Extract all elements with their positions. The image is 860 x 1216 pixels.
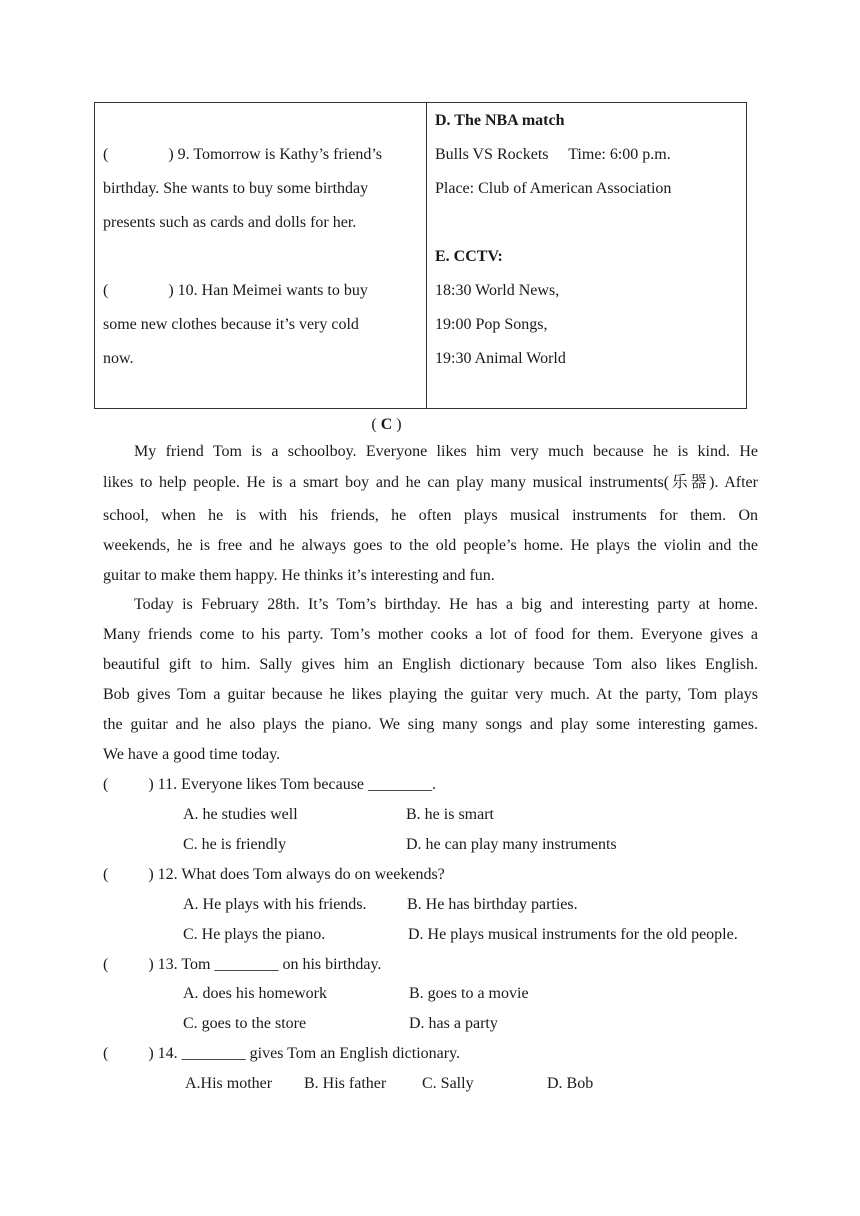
question-14-option-d[interactable]: D. Bob (547, 1075, 594, 1092)
passage-p2-line: Today is February 28th. It’s Tom’s birthday. He has a big and interesting party at home. (134, 596, 758, 613)
question-11-option-b[interactable]: B. he is smart (406, 806, 494, 823)
question-10-stem: ) 10. Han Meimei wants to buy (168, 282, 368, 299)
question-12-option-a[interactable]: A. He plays with his friends. (183, 896, 367, 913)
matching-table (94, 102, 747, 409)
question-13-option-b[interactable]: B. goes to a movie (409, 985, 529, 1002)
option-d-title: D. The NBA match (435, 112, 565, 129)
question-12 (103, 865, 445, 885)
option-d-line-1: Bulls VS Rockets Time: 6:00 p.m. (435, 146, 671, 163)
question-11-stem: ) 11. Everyone likes Tom because ________. (148, 776, 437, 793)
question-13-option-a[interactable]: A. does his homework (183, 985, 327, 1002)
answer-paren-open: ( (103, 956, 109, 973)
option-e-line-1: 18:30 World News, (435, 282, 560, 299)
question-11 (103, 775, 436, 795)
options-cell (427, 103, 747, 409)
passage-p1-line: guitar to make them happy. He thinks it’s interesting and fun. (103, 567, 495, 584)
answer-paren-open: ( (103, 1045, 109, 1062)
question-14-option-b[interactable]: B. His father (304, 1075, 387, 1092)
passage-p2-line: beautiful gift to him. Sally gives him an English dictionary because Tom also likes English. (103, 656, 758, 673)
question-11-option-a[interactable]: A. he studies well (183, 806, 298, 823)
passage-p1-line: likes to help people. He is a smart boy and he can play many musical instruments(乐器). After (103, 474, 758, 491)
question-12-stem: ) 12. What does Tom always do on weekends? (148, 866, 445, 883)
section-letter: C (380, 416, 393, 433)
question-13-option-c[interactable]: C. goes to the store (183, 1015, 307, 1032)
answer-paren-open: ( (103, 282, 109, 299)
question-9-line-2: birthday. She wants to buy some birthday (103, 180, 369, 197)
question-11-option-c[interactable]: C. he is friendly (183, 836, 287, 853)
question-10-line-3: now. (103, 350, 134, 367)
question-14-option-c[interactable]: C. Sally (422, 1075, 474, 1092)
question-14-stem: ) 14. ________ gives Tom an English dictionary. (148, 1045, 461, 1062)
question-13-stem: ) 13. Tom ________ on his birthday. (148, 956, 382, 973)
passage-p2-line: We have a good time today. (103, 746, 281, 763)
questions-cell (95, 103, 427, 409)
section-paren-open: ( (371, 416, 381, 433)
passage-p1-line: My friend Tom is a schoolboy. Everyone likes him very much because he is kind. He (134, 443, 758, 460)
question-12-option-d[interactable]: D. He plays musical instruments for the old people. (408, 926, 738, 943)
passage-p2-line: Many friends come to his party. Tom’s mother cooks a lot of food for them. Everyone gives a (103, 626, 758, 643)
question-9-line-3: presents such as cards and dolls for her. (103, 214, 357, 231)
passage-p1-line: school, when he is with his friends, he often plays musical instruments for them. On (103, 507, 758, 524)
answer-paren-open: ( (103, 866, 109, 883)
question-12-option-b[interactable]: B. He has birthday parties. (407, 896, 578, 913)
question-13-option-d[interactable]: D. has a party (409, 1015, 498, 1032)
question-11-option-d[interactable]: D. he can play many instruments (406, 836, 617, 853)
question-13 (103, 955, 381, 975)
option-e-title: E. CCTV: (435, 248, 503, 265)
section-paren-close: ) (392, 416, 402, 433)
passage-p2-line: the guitar and he also plays the piano. We sing many songs and play some interesting games. (103, 716, 758, 733)
passage-p1-line: weekends, he is free and he always goes to the old people’s home. He plays the violin and the (103, 537, 758, 554)
question-10-line-2: some new clothes because it’s very cold (103, 316, 359, 333)
option-e-line-2: 19:00 Pop Songs, (435, 316, 548, 333)
question-12-option-c[interactable]: C. He plays the piano. (183, 926, 326, 943)
question-14 (103, 1044, 460, 1064)
question-14-option-a[interactable]: A.His mother (185, 1075, 273, 1092)
option-d-line-2: Place: Club of American Association (435, 180, 672, 197)
section-heading (0, 415, 773, 435)
question-9-line-1 (103, 145, 382, 165)
answer-paren-open: ( (103, 776, 109, 793)
question-9-stem: ) 9. Tomorrow is Kathy’s friend’s (168, 146, 382, 163)
question-10-line-1 (103, 281, 368, 301)
passage-p2-line: Bob gives Tom a guitar because he likes playing the guitar very much. At the party, Tom plays (103, 686, 758, 703)
option-e-line-3: 19:30 Animal World (435, 350, 566, 367)
answer-paren-open: ( (103, 146, 109, 163)
